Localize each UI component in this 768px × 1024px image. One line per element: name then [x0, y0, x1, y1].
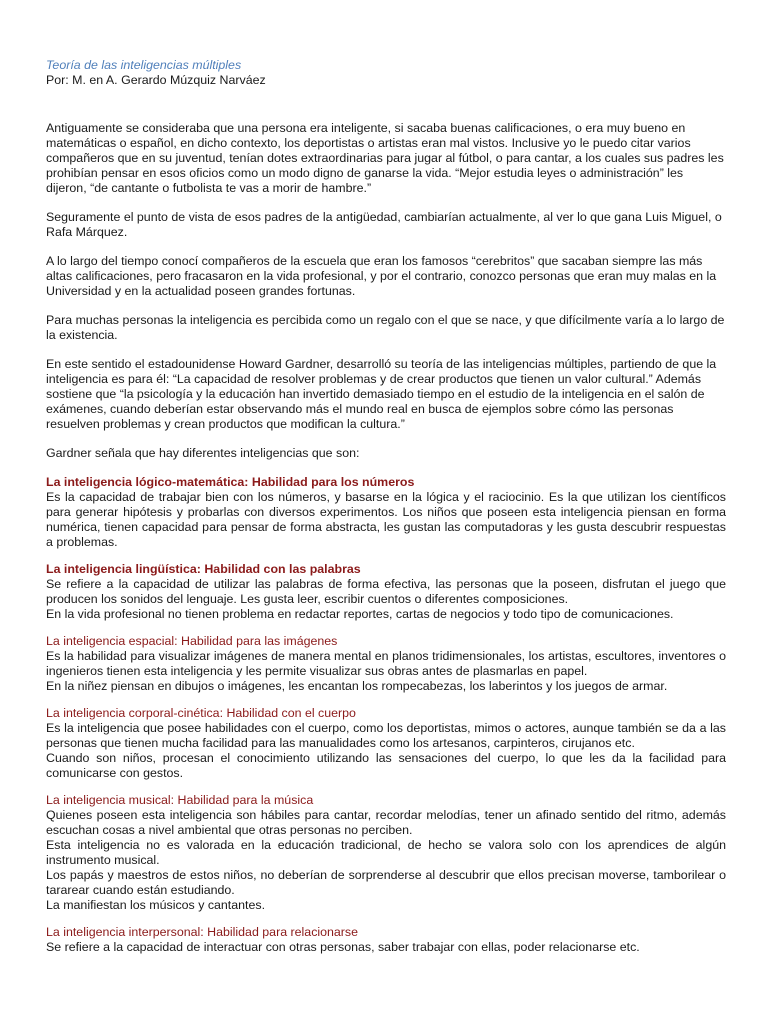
section-heading: La inteligencia corporal-cinética: Habilidad con el cuerpo: [46, 706, 356, 720]
section-interpersonal: [46, 925, 726, 955]
intro-paragraph-4: Para muchas personas la inteligencia es percibida como un regalo con el que se nace, y que difícilmente varía a lo largo de la existencia.: [46, 313, 725, 342]
intro-paragraph-5: En este sentido el estadounidense Howard Gardner, desarrolló su teoría de las inteligencias múltiples, partiendo de que la inteligencia es para él: “La capacidad de resolver problemas y de crear productos que tienen un valor cultural.” Además sostiene que “la psicología y la educación han invertido demasiado tiempo en el estudio de la inteligencia en el salón de exámenes, cuando deberían estar observando más el mundo real en busca de ejemplos sobre cómo las personas resuelven problemas y crean productos que modifican la cultura.”: [46, 357, 717, 431]
intro-paragraph-1: Antiguamente se consideraba que una persona era inteligente, si sacaba buenas calificaciones, o era muy bueno en matemáticas o español, en dicho contexto, los deportistas o artistas eran mal vistos. Inclusive yo le puedo citar varios compañeros que en su juventud, tenían dotes extraordinarias para jugar al fútbol, o para cantar, a los cuales sus padres les prohibían pensar en esos oficios como un modo digno de ganarse la vida. “Mejor estudia leyes o administración” les dijeron, “de cantante o futbolista te vas a morir de hambre.”: [46, 121, 724, 195]
section-paragraph: Esta inteligencia no es valorada en la educación tradicional, de hecho se valora solo con los aprendices de algún instrumento musical.: [46, 838, 726, 867]
section-paragraph: En la niñez piensan en dibujos o imágenes, les encantan los rompecabezas, los laberintos y los juegos de armar.: [46, 679, 668, 693]
section-paragraph: La manifiestan los músicos y cantantes.: [46, 898, 266, 912]
document-page: [46, 58, 726, 967]
section-paragraph: Cuando son niños, procesan el conocimiento utilizando las sensaciones del cuerpo, lo que les da la facilidad para comunicarse con gestos.: [46, 751, 726, 780]
section-paragraph: Se refiere a la capacidad de interactuar con otras personas, saber trabajar con ellas, poder relacionarse etc.: [46, 940, 640, 954]
section-corporal-cinetica: [46, 706, 726, 781]
document-title: Teoría de las inteligencias múltiples: [46, 58, 242, 72]
section-paragraph: Quienes poseen esta inteligencia son hábiles para cantar, recordar melodías, tener un afinado sentido del ritmo, además escuchan cosas a nivel ambiental que otras personas no perciben.: [46, 808, 726, 837]
section-paragraph: Es la capacidad de trabajar bien con los números, y basarse en la lógica y el raciocinio. Es la que utilizan los científicos para generar hipótesis y probarlas con diversos experimentos. Los niños que poseen esta inteligencia piensan en forma numérica, tienen capacidad para pensar de forma abstracta, les gustan las computadoras y les gusta descubrir respuestas a problemas.: [46, 490, 726, 549]
section-paragraph: Es la inteligencia que posee habilidades con el cuerpo, como los deportistas, mimos o actores, aunque también se da a las personas que tienen mucha facilidad para las manualidades como los artesanos, carpinteros, cirujanos etc.: [46, 721, 726, 750]
section-paragraph: Es la habilidad para visualizar imágenes de manera mental en planos tridimensionales, los artistas, escultores, inventores o ingenieros tienen esta inteligencia y les permite visualizar sus obras antes de plasmarlas en papel.: [46, 649, 726, 678]
section-heading: La inteligencia lingüística: Habilidad con las palabras: [46, 562, 361, 576]
section-heading: La inteligencia interpersonal: Habilidad para relacionarse: [46, 925, 359, 939]
section-paragraph: En la vida profesional no tienen problema en redactar reportes, cartas de negocios y todo tipo de comunicaciones.: [46, 607, 674, 621]
intro-paragraph-6: Gardner señala que hay diferentes inteligencias que son:: [46, 446, 360, 460]
section-paragraph: Se refiere a la capacidad de utilizar las palabras de forma efectiva, las personas que la poseen, disfrutan el juego que producen los sonidos del lenguaje. Les gusta leer, escribir cuentos o diferentes composiciones.: [46, 577, 726, 606]
section-paragraph: Los papás y maestros de estos niños, no deberían de sorprenderse al descubrir que ellos precisan moverse, tamborilear o tararear cuando están estudiando.: [46, 868, 726, 897]
section-heading: La inteligencia espacial: Habilidad para las imágenes: [46, 634, 338, 648]
section-logico-matematica: [46, 475, 726, 550]
intro-paragraph-2: Seguramente el punto de vista de esos padres de la antigüedad, cambiarían actualmente, al ver lo que gana Luis Miguel, o Rafa Márquez.: [46, 210, 722, 239]
intro-paragraph-3: A lo largo del tiempo conocí compañeros de la escuela que eran los famosos “cerebritos” que sacaban siempre las más altas calificaciones, pero fracasaron en la vida profesional, y por el contrario, conozco personas que eran muy malas en la Universidad y en la actualidad poseen grandes fortunas.: [46, 254, 717, 298]
section-linguistica: [46, 562, 726, 622]
section-heading: La inteligencia lógico-matemática: Habilidad para los números: [46, 475, 415, 489]
section-heading: La inteligencia musical: Habilidad para la música: [46, 793, 314, 807]
document-author: Por: M. en A. Gerardo Múzquiz Narváez: [46, 73, 266, 87]
section-espacial: [46, 634, 726, 694]
section-musical: [46, 793, 726, 913]
